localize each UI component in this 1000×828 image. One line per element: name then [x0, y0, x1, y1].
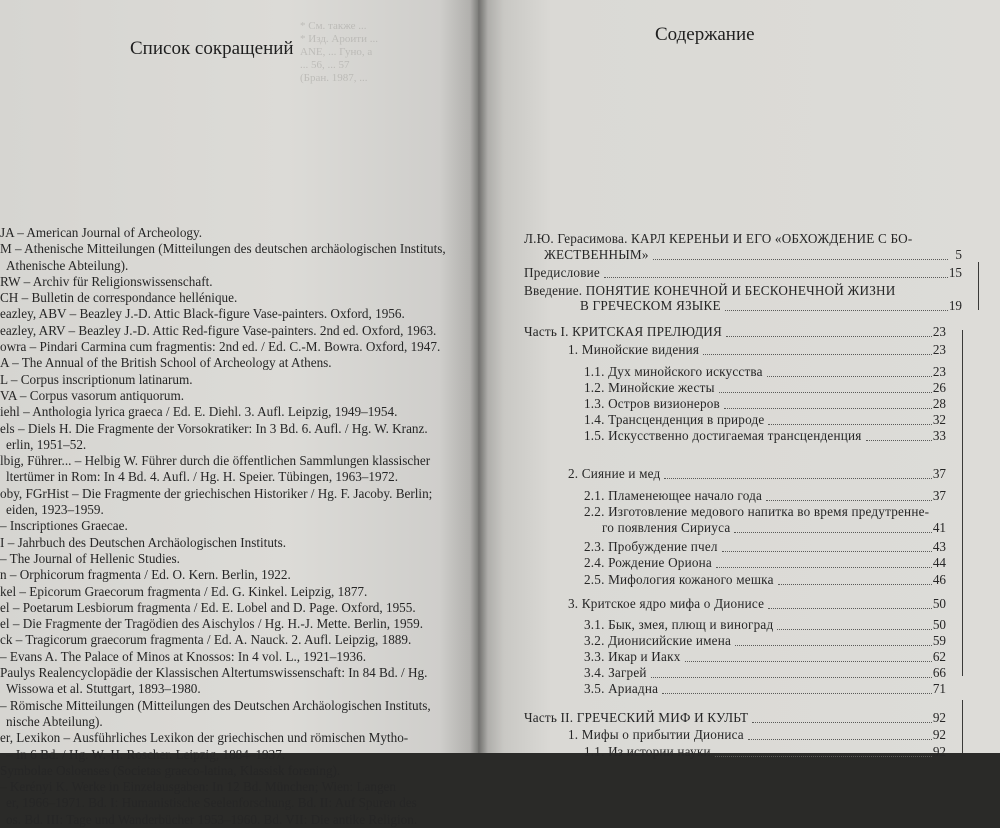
toc-entry-title[interactable]: 2.3. Пробуждение пчел: [584, 539, 718, 554]
toc-page-number: 37: [932, 466, 946, 481]
toc-entry-title[interactable]: 3.4. Загрей: [584, 665, 647, 680]
toc-dot-leader: [726, 335, 932, 337]
toc-entry-title[interactable]: 3. Критское ядро мифа о Дионисе: [568, 596, 765, 611]
toc-page-number: 71: [932, 681, 946, 696]
toc-entry-title[interactable]: 3.5. Ариадна: [584, 681, 659, 696]
abbreviation-line: – The Journal of Hellenic Studies.: [0, 550, 180, 566]
abbreviation-line: eiden, 1923–1959.: [6, 502, 104, 518]
abbreviation-line: I – Jahrbuch des Deutschen Archäologischen Instituts.: [0, 534, 287, 550]
toc-dot-leader: [768, 607, 932, 609]
toc-page-number: 32: [932, 412, 946, 427]
toc-dot-leader: [778, 583, 932, 585]
toc-page-number: 46: [932, 572, 946, 587]
toc-entry-title[interactable]: 1. Мифы о прибытии Диониса: [568, 727, 744, 742]
toc-dot-leader: [866, 439, 933, 441]
toc-dot-leader: [719, 391, 932, 393]
toc-dot-leader: [653, 258, 948, 260]
abbreviation-line: kel – Epicorum Graecorum fragmenta / Ed. G. Kinkel. Leipzig, 1877.: [0, 583, 368, 599]
toc-dot-leader: [748, 738, 932, 740]
toc-dot-leader: [662, 692, 932, 694]
toc-entry-title[interactable]: 1.3. Остров визионеров: [584, 396, 720, 411]
toc-dot-leader: [604, 276, 948, 278]
ghost-line: (Бран. 1987, ...: [300, 72, 368, 84]
abbreviation-line: CH – Bulletin de correspondance hellénique.: [0, 290, 238, 306]
abbreviation-line: iehl – Anthologia lyrica graeca / Ed. E. Diehl. 3. Aufl. Leipzig, 1949–1954.: [0, 404, 398, 420]
abbreviation-line: Athenische Abteilung).: [6, 257, 129, 273]
toc-page-number: 37: [932, 488, 946, 503]
toc-page-number: 19: [948, 298, 962, 313]
toc-dot-leader: [716, 566, 932, 568]
toc-entry-title[interactable]: 2.4. Рождение Ориона: [584, 555, 712, 570]
abbreviation-line: L – Corpus inscriptionum latinarum.: [0, 371, 193, 387]
ghost-line: ANE, ... Гуно, а: [300, 46, 373, 58]
toc-entry-title-continued[interactable]: ЖЕСТВЕННЫМ»: [544, 247, 649, 262]
toc-entry-title[interactable]: 1. Минойские видения: [568, 342, 700, 357]
abbreviation-line: owra – Pindari Carmina cum fragmentis: 2nd ed. / Ed. C.-M. Bowra. Oxford, 1947.: [0, 339, 441, 355]
abbreviation-line: VA – Corpus vasorum antiquorum.: [0, 387, 185, 403]
abbreviation-line: erlin, 1951–52.: [6, 436, 87, 452]
toc-entry-title[interactable]: 1.1. Дух минойского искусства: [584, 364, 763, 379]
toc-page-number: 23: [932, 324, 946, 339]
toc-dot-leader: [767, 375, 932, 377]
toc-page-number: 43: [932, 539, 946, 554]
abbreviation-line: n – Orphicorum fragmenta / Ed. O. Kern. Berlin, 1922.: [0, 567, 291, 583]
abbreviation-line: els – Diels H. Die Fragmente der Vorsokratiker: In 3 Bd. 6. Aufl. / Hg. W. Kranz.: [0, 420, 428, 436]
abbreviation-line: – In 6 Bd. / Hg. W.-H. Roscher. Leipzig, 1884–1937.: [6, 746, 286, 762]
toc-dot-leader: [752, 721, 932, 723]
abbreviation-line: A – The Annual of the British School of Archeology at Athens.: [0, 355, 332, 371]
abbreviation-line: lbig, Führer... – Helbig W. Führer durch die öffentlichen Sammlungen klassischer: [0, 453, 431, 469]
abbreviation-line: – Inscriptiones Graecae.: [0, 518, 128, 534]
ghost-line: * Изд. Ароити ...: [300, 33, 378, 45]
toc-entry-title[interactable]: Л.Ю. Герасимова. КАРЛ КЕРЕНЬИ И ЕГО «ОБХОЖДЕНИЕ С БО-: [524, 231, 913, 246]
abbreviation-line: eazley, ABV – Beazley J.-D. Attic Black-figure Vase-painters. Oxford, 1956.: [0, 306, 405, 322]
abbreviation-line: er, 1966–1971. Bd. I: Humanistische Seelenforschung. Bd. II: Auf Spuren des: [6, 795, 417, 811]
toc-page-number: 23: [932, 342, 946, 357]
toc-dot-leader: [725, 309, 948, 311]
abbreviations-title: Список сокращений: [130, 38, 294, 59]
toc-dot-leader: [715, 755, 932, 757]
toc-page-number: 44: [932, 555, 946, 570]
toc-page-number: 92: [932, 710, 946, 725]
toc-page-number: 66: [932, 665, 946, 680]
toc-dot-leader: [735, 644, 932, 646]
toc-entry-title[interactable]: 2.2. Изготовление медового напитка во время предутренне-: [584, 504, 930, 519]
abbreviation-line: er, Lexikon – Ausführliches Lexikon der griechischen und römischen Mytho-: [0, 730, 409, 746]
abbreviation-line: Wissowa et al. Stuttgart, 1893–1980.: [6, 681, 201, 697]
toc-page-number: 50: [932, 617, 946, 632]
toc-entry-title[interactable]: Часть I. КРИТСКАЯ ПРЕЛЮДИЯ: [524, 324, 723, 339]
toc-page-number: 33: [932, 428, 946, 443]
toc-dot-leader: [766, 499, 932, 501]
toc-entry-title[interactable]: 3.1. Бык, змея, плющ и виноград: [584, 617, 774, 632]
toc-entry-title[interactable]: 2.1. Пламенеющее начало года: [584, 488, 763, 503]
abbreviation-line: – Römische Mitteilungen (Mitteilungen des Deutschen Archäologischen Instituts,: [0, 697, 431, 713]
toc-page-number: 41: [932, 520, 946, 535]
toc-dot-leader: [664, 477, 932, 479]
toc-dot-leader: [734, 531, 932, 533]
toc-page-number: 5: [955, 247, 962, 262]
toc-page-number: 28: [932, 396, 946, 411]
abbreviation-line: el – Die Fragmente der Tragödien des Aischylos / Hg. H.-J. Mette. Berlin, 1959.: [0, 616, 424, 632]
toc-page-number: 50: [932, 596, 946, 611]
abbreviation-line: RW – Archiv für Religionswissenschaft.: [0, 273, 213, 289]
abbreviation-line: os. Bd. III: Tage und Wanderbücher 1953–1960. Bd. VII: Die antike Religion.: [6, 811, 418, 827]
abbreviation-line: JA – American Journal of Archeology.: [0, 225, 203, 240]
toc-entry-title[interactable]: 3.2. Дионисийские имена: [584, 633, 732, 648]
toc-page-number: 92: [932, 744, 946, 759]
abbreviation-line: nische Abteilung).: [6, 713, 103, 729]
toc-entry-title-continued[interactable]: В ГРЕЧЕСКОМ ЯЗЫКЕ: [580, 298, 721, 313]
ghost-line: ... 56, ... 57: [300, 59, 350, 71]
abbreviation-line: Paulys Realencyclopädie der Klassischen Altertumswissenschaft: In 84 Bd. / Hg.: [0, 665, 428, 681]
toc-page-number: 23: [932, 364, 946, 379]
toc-page-number: 92: [932, 727, 946, 742]
toc-page-number: 62: [932, 649, 946, 664]
toc-dot-leader: [777, 628, 932, 630]
contents-title: Содержание: [655, 24, 755, 45]
toc-entry-title[interactable]: Введение. ПОНЯТИЕ КОНЕЧНОЙ И БЕСКОНЕЧНОЙ ЖИЗНИ: [524, 283, 896, 298]
toc-entry-title[interactable]: Часть II. ГРЕЧЕСКИЙ МИФ И КУЛЬТ: [524, 710, 749, 725]
abbreviation-line: eazley, ARV – Beazley J.-D. Attic Red-figure Vase-painters. 2nd ed. Oxford, 1963.: [0, 322, 437, 338]
toc-entry-title[interactable]: 1.5. Искусственно достигаемая трансценденция: [584, 428, 862, 443]
abbreviation-line: ck – Tragicorum graecorum fragmenta / Ed. A. Nauck. 2. Aufl. Leipzig, 1889.: [0, 632, 412, 648]
toc-entry-title[interactable]: 2.5. Мифология кожаного мешка: [584, 572, 774, 587]
abbreviation-line: el – Poetarum Lesbiorum fragmenta / Ed. E. Lobel and D. Page. Oxford, 1955.: [0, 599, 416, 615]
toc-entry-title[interactable]: Предисловие: [524, 265, 600, 280]
book-gutter: [470, 0, 488, 753]
abbreviation-line: oby, FGrHist – Die Fragmente der griechischen Historiker / Hg. F. Jacoby. Berlin;: [0, 485, 433, 501]
toc-dot-leader: [685, 660, 933, 662]
toc-dot-leader: [722, 550, 932, 552]
abbreviation-line: Symbolae Osloenses (Societas graeco-latina, Klassisk forening).: [0, 762, 341, 778]
toc-entry-title[interactable]: 1.2. Минойские жесты: [584, 380, 715, 395]
toc-dot-leader: [724, 407, 932, 409]
toc-dot-leader: [651, 676, 932, 678]
toc-entry-title-continued[interactable]: го появления Сириуса: [602, 520, 731, 535]
abbreviation-line: – Evans A. The Palace of Minos at Knossos: In 4 vol. L., 1921–1936.: [0, 648, 367, 664]
abbreviation-line: – Kerényi K. Werke in Einzelausgaben: In 12 Bd. München; Wien: Langen: [0, 779, 396, 795]
toc-entry-title[interactable]: 3.3. Икар и Иакх: [584, 649, 681, 664]
ghost-line: * См. также ...: [300, 20, 367, 32]
toc-entry-title[interactable]: 1.1. Из истории науки: [584, 744, 711, 759]
toc-dot-leader: [768, 423, 932, 425]
abbreviation-line: ltertümer in Rom: In 4 Bd. 4. Aufl. / Hg. H. Speier. Tübingen, 1963–1972.: [6, 469, 399, 485]
toc-entry-title[interactable]: 2. Сияние и мед: [568, 466, 661, 481]
toc-page-number: 59: [932, 633, 946, 648]
toc-page-number: 26: [932, 380, 946, 395]
toc-entry-title[interactable]: 1.4. Трансценденция в природе: [584, 412, 765, 427]
toc-dot-leader: [703, 353, 932, 355]
abbreviation-line: M – Athenische Mitteilungen (Mitteilungen des deutschen archäologischen Instituts,: [0, 241, 446, 257]
toc-page-number: 15: [948, 265, 962, 280]
